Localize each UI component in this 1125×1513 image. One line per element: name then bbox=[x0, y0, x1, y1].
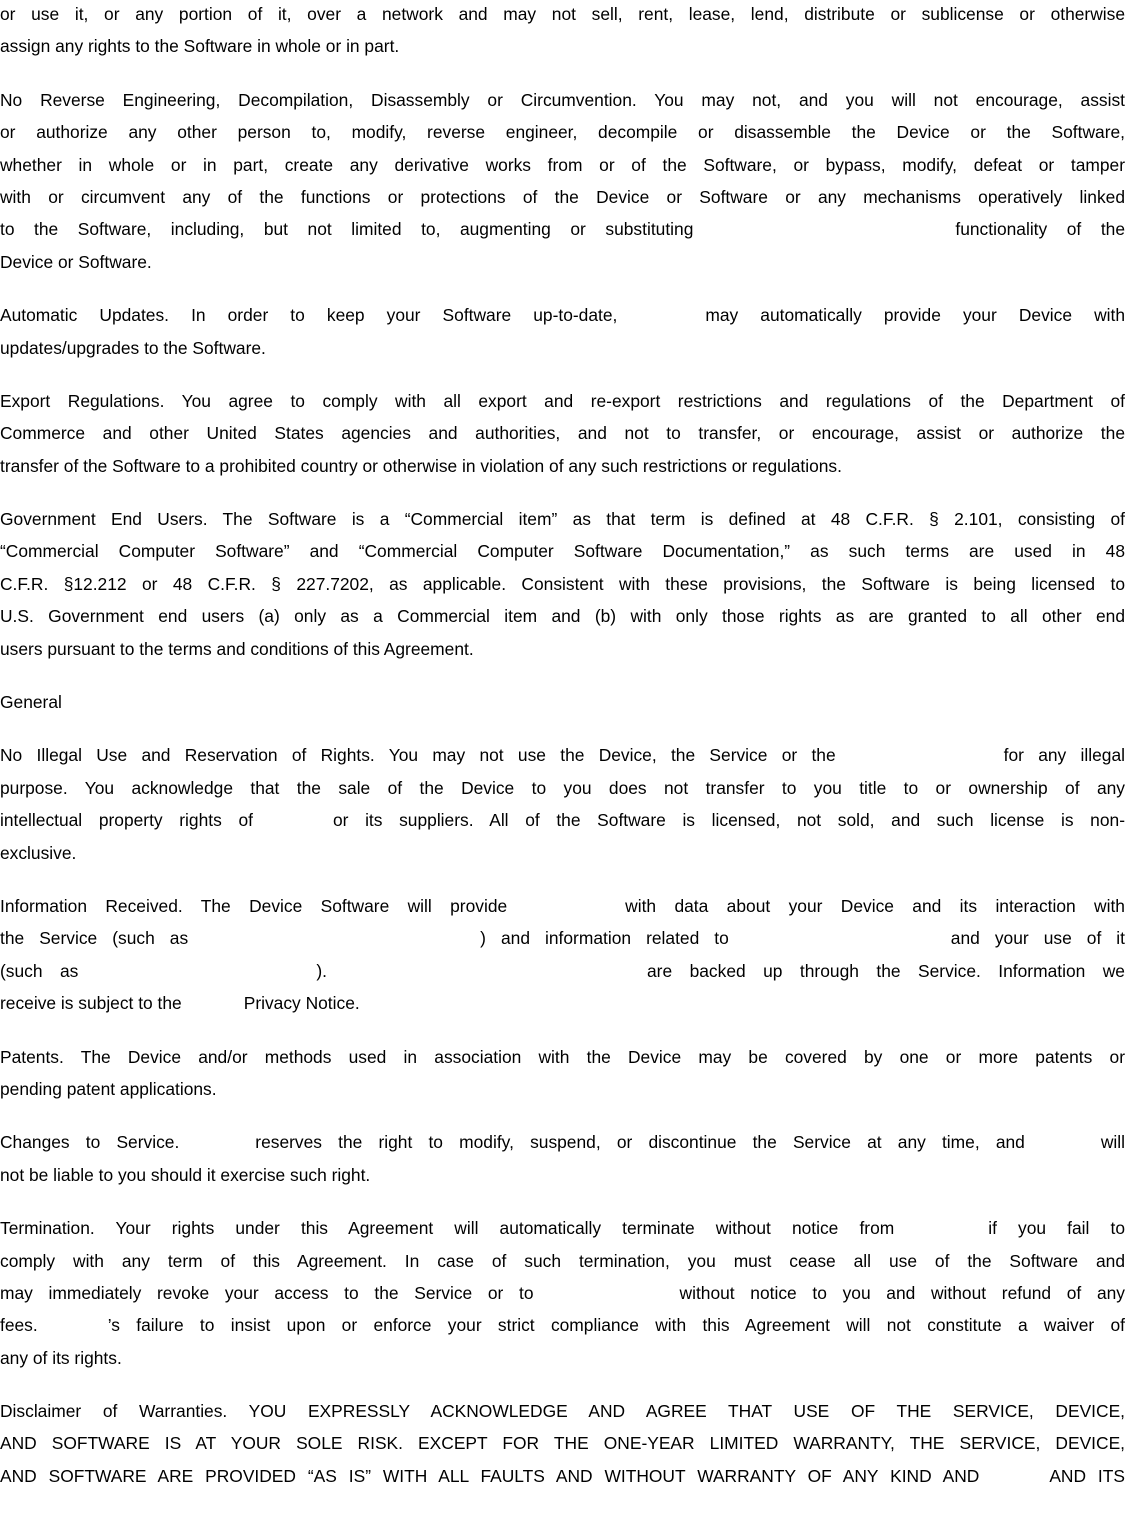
text-segment: C.F.R. §12.212 or 48 C.F.R. § 227.7202, as applicable. Consistent with these provisions, the Software is being licensed to bbox=[0, 573, 1125, 594]
text-line bbox=[0, 149, 1125, 181]
text-line bbox=[0, 246, 1125, 278]
text-line bbox=[0, 633, 1125, 665]
text-segment: ). bbox=[316, 960, 327, 981]
text-line bbox=[0, 1342, 1125, 1374]
text-segment: AND SOFTWARE IS AT YOUR SOLE RISK. EXCEPT FOR THE ONE-YEAR LIMITED WARRANTY, THE SERVICE, DEVICE, bbox=[0, 1433, 1125, 1454]
text-segment: will bbox=[1100, 1132, 1125, 1153]
text-line bbox=[0, 450, 1125, 482]
text-segment: not be liable to you should it exercise such right. bbox=[0, 1164, 371, 1185]
text-segment: No Reverse Engineering, Decompilation, Disassembly or Circumvention. You may not, and you will not encourage, assist bbox=[0, 89, 1125, 110]
text-line bbox=[0, 922, 1125, 954]
text-line bbox=[0, 890, 1125, 922]
text-segment: reserves the right to modify, suspend, or discontinue the Service at any time, and bbox=[255, 1132, 1025, 1153]
paragraph-changes-to-service bbox=[0, 1126, 1125, 1191]
text-line bbox=[0, 837, 1125, 869]
text-line bbox=[0, 385, 1125, 417]
text-line bbox=[0, 535, 1125, 567]
text-segment: AND ITS bbox=[1049, 1465, 1125, 1486]
text-segment: the Service (such as bbox=[0, 928, 189, 949]
text-segment: updates/upgrades to the Software. bbox=[0, 337, 266, 358]
text-segment: Privacy Notice. bbox=[243, 993, 360, 1014]
text-segment: transfer of the Software to a prohibited country or otherwise in violation of any such restrictions or regulations. bbox=[0, 455, 842, 476]
text-segment: Termination. Your rights under this Agreement will automatically terminate without notice from bbox=[0, 1218, 895, 1239]
text-segment: for any illegal bbox=[1003, 745, 1125, 766]
paragraph-illegal-use bbox=[0, 739, 1125, 869]
text-line bbox=[0, 739, 1125, 771]
text-line bbox=[0, 332, 1125, 364]
text-segment: without notice to you and without refund of any bbox=[679, 1282, 1125, 1303]
text-line bbox=[0, 1309, 1125, 1341]
text-segment: whether in whole or in part, create any derivative works from or of the Software, or bypass, modify, defeat or tamper bbox=[0, 154, 1125, 175]
text-segment: may automatically provide your Device with bbox=[705, 305, 1125, 326]
text-segment: or authorize any other person to, modify, reverse engineer, decompile or disassemble the Device or the Software, bbox=[0, 122, 1125, 143]
text-segment: General bbox=[0, 692, 62, 713]
paragraph-network-use bbox=[0, 0, 1125, 63]
text-segment: Automatic Updates. In order to keep your Software up-to-date, bbox=[0, 305, 618, 326]
text-segment: purpose. You acknowledge that the sale of the Device to you does not transfer to you title to or ownership of any bbox=[0, 777, 1125, 798]
text-segment: intellectual property rights of bbox=[0, 810, 253, 831]
text-line bbox=[0, 1159, 1125, 1191]
text-segment: (such as bbox=[0, 960, 79, 981]
text-segment: Government End Users. The Software is a “Commercial item” as that term is defined at 48 C.F.R. § 2.101, consisting of bbox=[0, 509, 1125, 530]
text-segment: and your use of it bbox=[950, 928, 1125, 949]
text-line bbox=[0, 987, 1125, 1019]
text-line bbox=[0, 686, 1125, 718]
text-segment: are backed up through the Service. Information we bbox=[646, 960, 1125, 981]
text-segment: if you fail to bbox=[988, 1218, 1125, 1239]
text-segment: U.S. Government end users (a) only as a Commercial item and (b) with only those rights as are granted to all other end bbox=[0, 606, 1125, 627]
text-segment: Export Regulations. You agree to comply with all export and re-export restrictions and regulations of the Department of bbox=[0, 390, 1125, 411]
text-line bbox=[0, 1427, 1125, 1459]
text-line bbox=[0, 1212, 1125, 1244]
text-segment: fees. bbox=[0, 1315, 38, 1336]
text-line bbox=[0, 84, 1125, 116]
text-line bbox=[0, 772, 1125, 804]
text-line bbox=[0, 1460, 1125, 1492]
text-segment: functionality of the bbox=[955, 219, 1125, 240]
text-segment: Device or Software. bbox=[0, 251, 152, 272]
text-segment: any of its rights. bbox=[0, 1347, 122, 1368]
text-segment: Changes to Service. bbox=[0, 1132, 180, 1153]
section-heading-general bbox=[0, 686, 1125, 718]
text-line bbox=[0, 213, 1125, 245]
text-segment: Information Received. The Device Software will provide bbox=[0, 895, 508, 916]
text-line bbox=[0, 1395, 1125, 1427]
text-line bbox=[0, 804, 1125, 836]
text-segment: AND SOFTWARE ARE PROVIDED “AS IS” WITH ALL FAULTS AND WITHOUT WARRANTY OF ANY KIND AND bbox=[0, 1465, 980, 1486]
text-line bbox=[0, 1277, 1125, 1309]
text-segment: Patents. The Device and/or methods used in association with the Device may be covered by one or more patents or bbox=[0, 1046, 1125, 1067]
text-segment: ) and information related to bbox=[480, 928, 729, 949]
paragraph-information-received bbox=[0, 890, 1125, 1020]
text-segment: pending patent applications. bbox=[0, 1078, 217, 1099]
text-segment: or use it, or any portion of it, over a network and may not sell, rent, lease, lend, distribute or sublicense or otherwise bbox=[0, 4, 1125, 24]
text-line bbox=[0, 1126, 1125, 1158]
text-line bbox=[0, 181, 1125, 213]
text-segment: Commerce and other United States agencies and authorities, and not to transfer, or encourage, assist or authorize the bbox=[0, 423, 1125, 444]
text-line bbox=[0, 955, 1125, 987]
text-segment: ’s failure to insist upon or enforce your strict compliance with this Agreement will not constitute a waiver of bbox=[107, 1315, 1125, 1336]
text-line bbox=[0, 1041, 1125, 1073]
text-line bbox=[0, 417, 1125, 449]
text-segment: or its suppliers. All of the Software is licensed, not sold, and such license is non- bbox=[332, 810, 1125, 831]
text-segment: exclusive. bbox=[0, 842, 77, 863]
text-line bbox=[0, 600, 1125, 632]
paragraph-termination bbox=[0, 1212, 1125, 1374]
text-segment: to the Software, including, but not limited to, augmenting or substituting bbox=[0, 219, 694, 240]
text-segment: “Commercial Computer Software” and “Commercial Computer Software Documentation,” as such terms are used in 48 bbox=[0, 541, 1125, 562]
text-segment: may immediately revoke your access to the Service or to bbox=[0, 1282, 534, 1303]
text-line bbox=[0, 1245, 1125, 1277]
text-line bbox=[0, 30, 1125, 62]
text-line bbox=[0, 503, 1125, 535]
text-segment: users pursuant to the terms and conditions of this Agreement. bbox=[0, 638, 474, 659]
text-segment: No Illegal Use and Reservation of Rights. You may not use the Device, the Service or the bbox=[0, 745, 836, 766]
text-line bbox=[0, 0, 1125, 30]
text-segment: Disclaimer of Warranties. YOU EXPRESSLY ACKNOWLEDGE AND AGREE THAT USE OF THE SERVICE, DEVICE, bbox=[0, 1401, 1125, 1422]
text-line bbox=[0, 299, 1125, 331]
paragraph-government-end-users bbox=[0, 503, 1125, 665]
paragraph-patents bbox=[0, 1041, 1125, 1106]
paragraph-reverse-engineering bbox=[0, 84, 1125, 278]
text-segment: with or circumvent any of the functions or protections of the Device or Software or any mechanisms operatively linked bbox=[0, 186, 1125, 207]
text-line bbox=[0, 1073, 1125, 1105]
text-segment: assign any rights to the Software in whole or in part. bbox=[0, 36, 400, 57]
text-segment: with data about your Device and its interaction with bbox=[625, 895, 1125, 916]
text-segment: comply with any term of this Agreement. In case of such termination, you must cease all use of the Software and bbox=[0, 1250, 1125, 1271]
text-segment: receive is subject to the bbox=[0, 993, 182, 1014]
paragraph-export-regulations bbox=[0, 385, 1125, 482]
paragraph-automatic-updates bbox=[0, 299, 1125, 364]
paragraph-disclaimer-of-warranties bbox=[0, 1395, 1125, 1492]
text-line bbox=[0, 116, 1125, 148]
text-line bbox=[0, 568, 1125, 600]
